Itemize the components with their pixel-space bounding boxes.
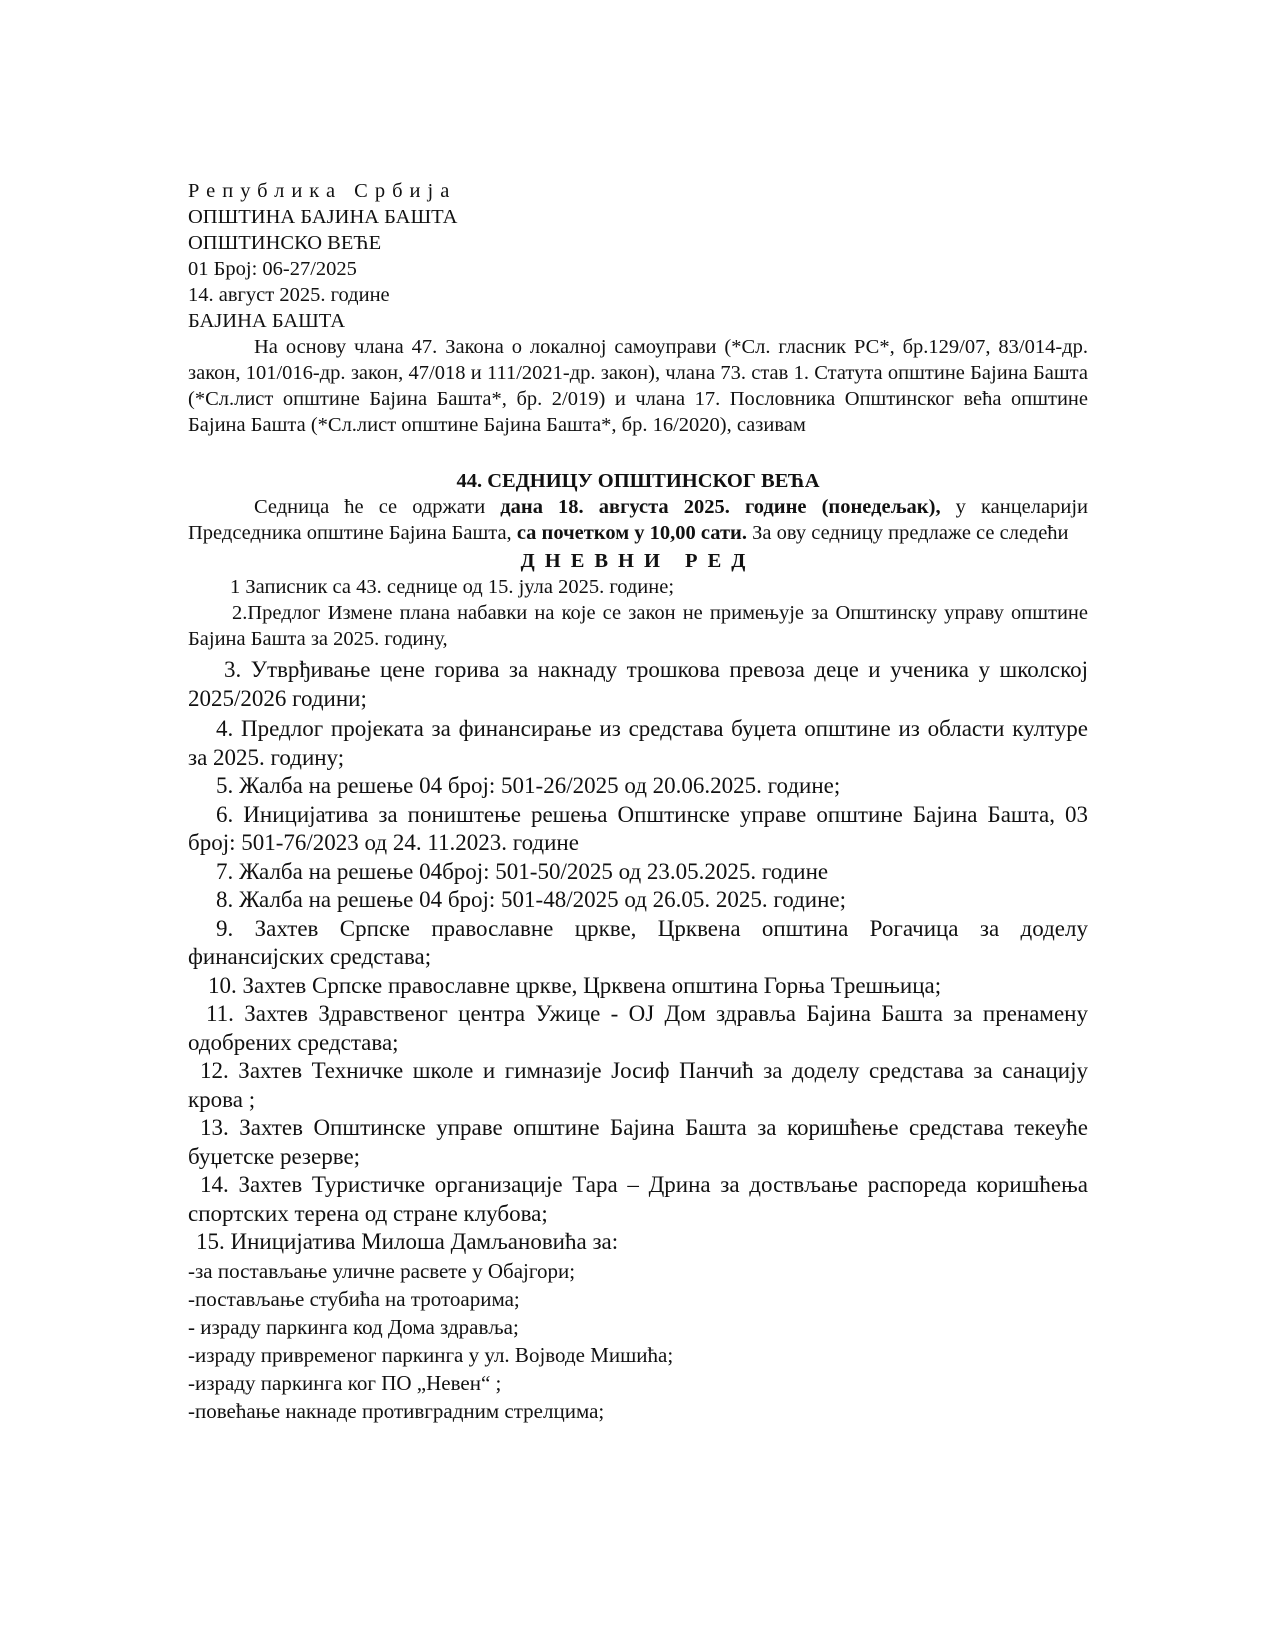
agenda-item: 7. Жалба на решење 04број: 501-50/2025 од 23.05.2025. године bbox=[216, 858, 829, 884]
initiative-item: - израду паркинга код Дома здравља; bbox=[188, 1314, 519, 1339]
initiative-item: -постављање стубића на тротоарима; bbox=[188, 1286, 520, 1311]
header-number: 01 Број: 06-27/2025 bbox=[188, 258, 357, 280]
agenda-list bbox=[188, 574, 1088, 1257]
agenda-item: 13. Захтев Општинске управе општине Бајина Башта за коришћење средстава текеуће буџетске резерве; bbox=[188, 1115, 1088, 1169]
initiative-sublist bbox=[188, 1257, 1088, 1425]
preamble: На основу члана 47. Закона о локалној самоуправи (*Сл. гласник РС*, бр.129/07, 83/014-др. закон, 101/016-др. закон, 47/018 и 111/2021-др. закон), члана 73. став 1. Статута општине Бајина Башта (*Сл.лист општине Бајина Башта*, бр. 2/019) и члана 17. Пословника Општинског већа општине Бајина Башта (*Сл.лист општине Бајина Башта*, бр. 16/2020), сазивам bbox=[188, 336, 1088, 436]
initiative-item: -за постављање уличне расвете у Обајгори; bbox=[188, 1258, 576, 1283]
agenda-title: ДНЕВНИ РЕД bbox=[520, 550, 756, 572]
agenda-item: 15. Иницијатива Милоша Дамљановића за: bbox=[196, 1229, 619, 1254]
agenda-item: 11. Захтев Здравственог центра Ужице - ОЈ Дом здравља Бајина Башта за пренамену одобрених средстава; bbox=[188, 1001, 1088, 1055]
session-intro-text: Седница ће се одржати bbox=[254, 496, 501, 518]
header-republic: Република Србија bbox=[188, 180, 457, 202]
agenda-item: 12. Захтев Техничке школе и гимназије Јосиф Панчић за доделу средстава за санацију крова ; bbox=[188, 1058, 1088, 1112]
session-intro-text: За ову седницу предлаже се следећи bbox=[747, 522, 1069, 544]
initiative-item: -повећање накнаде противградним стрелцима; bbox=[188, 1398, 605, 1423]
agenda-item: 2.Предлог Измене плана набавки на које се закон не примењује за Општинску управу општине Бајина Башта за 2025. годину, bbox=[188, 602, 1088, 650]
header-municipality: ОПШТИНА БАЈИНА БАШТА bbox=[188, 206, 458, 228]
session-date: дана 18. августа 2025. године (понедељак), bbox=[500, 496, 941, 518]
initiative-item: -израду привременог паркинга у ул. Војводе Мишића; bbox=[188, 1342, 674, 1367]
session-intro bbox=[188, 494, 1088, 546]
session-time: са почетком у 10,00 сати. bbox=[516, 522, 747, 544]
agenda-item: 3. Утврђивање цене горива за накнаду трошкова превоза деце и ученика у школској 2025/2026 години; bbox=[188, 657, 1088, 711]
session-intro-text: у канцеларији Председника општине Бајина Башта, bbox=[188, 496, 1088, 544]
header-city: БАЈИНА БАШТА bbox=[188, 310, 346, 332]
header-date: 14. август 2025. године bbox=[188, 284, 390, 306]
agenda-item: 8. Жалба на решење 04 број: 501-48/2025 од 26.05. 2025. године; bbox=[216, 887, 847, 912]
document-content bbox=[188, 178, 1088, 1425]
agenda-item: 6. Иницијатива за поништење решења Општинске управе општине Бајина Башта, 03 број: 501-76/2023 од 24. 11.2023. године bbox=[188, 801, 1088, 855]
agenda-item: 9. Захтев Српске православне цркве, Црквена општина Рогачица за доделу финансијских средстава; bbox=[188, 915, 1088, 969]
agenda-item: 1 Записник са 43. седнице од 15. јула 2025. године; bbox=[230, 576, 675, 598]
header-council: ОПШТИНСКО ВЕЋЕ bbox=[188, 232, 382, 254]
initiative-item: -израду паркинга ког ПО „Невен“ ; bbox=[188, 1370, 502, 1395]
agenda-item: 5. Жалба на решење 04 број: 501-26/2025 од 20.06.2025. године; bbox=[216, 773, 841, 798]
agenda-item: 4. Предлог пројеката за финансирање из средстава буџета општине из области културе за 2025. годину; bbox=[188, 716, 1088, 770]
agenda-item: 14. Захтев Туристичке организације Тара – Дрина за доствљање распореда коришћења спортских терена од стране клубова; bbox=[188, 1172, 1088, 1226]
session-title: 44. СЕДНИЦУ ОПШТИНСКОГ ВЕЋА bbox=[456, 470, 820, 492]
agenda-item: 10. Захтев Српске православне цркве, Црквена општина Горња Трешњица; bbox=[208, 972, 942, 998]
